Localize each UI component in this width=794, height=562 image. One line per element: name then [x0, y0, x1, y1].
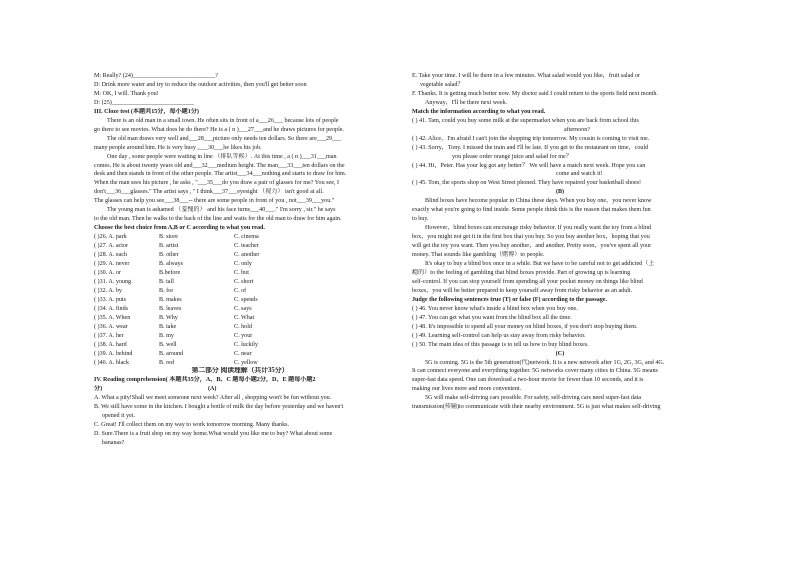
- cloze-line: to the old man. Then he walks to the back of the line and waits for the old man to draw for him again.: [94, 216, 342, 223]
- dialogue-line: M: OK, I will. Thank you!: [94, 90, 159, 97]
- right-column: [412, 72, 708, 412]
- option-a[interactable]: ( )30. A. or: [94, 269, 121, 276]
- cloze-line: many people around him. He is very busy ,___30___he likes his job.: [94, 144, 262, 151]
- option-row: [94, 242, 386, 251]
- match-question-cont: you please order orange juice and salad for me？: [452, 153, 572, 160]
- reply-line: vegetable salad？: [420, 81, 464, 88]
- option-b[interactable]: B. around: [159, 350, 184, 357]
- reply-line: A. What a pity!Shall we meet someone next week? After all , shopping won't be fun without you.: [94, 395, 332, 402]
- option-a[interactable]: ( )35. A. When: [94, 314, 131, 321]
- judge-question[interactable]: ( ) 49. Learning self-control can help us stay away from risky behavior.: [412, 332, 586, 339]
- option-c[interactable]: C. your: [234, 332, 253, 339]
- judge-instruction: Judge the following sentences true (T) or false (F) according to the passage.: [412, 296, 608, 303]
- reply-line: E. Take your time. I will be there in a few minutes. What salad would you like，fruit salad or: [412, 73, 640, 79]
- passage-b-label: (B): [555, 189, 565, 196]
- option-c[interactable]: C. teacher: [234, 243, 259, 250]
- match-instruction: Match the information according to what you read.: [412, 108, 546, 115]
- match-question[interactable]: ( ) 44. Hi，Peter. Has your leg got any better？ We will have a match next week. Hope you can: [412, 162, 646, 169]
- option-row: [94, 323, 386, 332]
- heading-continuation: 分): [94, 386, 103, 393]
- option-a[interactable]: ( )26. A. park: [94, 234, 127, 241]
- option-c[interactable]: C. What: [234, 314, 255, 321]
- cloze-line: The glasses can help you see___38___-- there are some people in front of you , not___39___you.": [94, 198, 335, 205]
- option-c[interactable]: C. short: [234, 278, 254, 285]
- option-b[interactable]: B.before: [159, 269, 181, 276]
- option-c[interactable]: C. of: [234, 287, 247, 294]
- passage-b-line: 瘾的）to the feeling of gambling that blind boxes provide. Part of growing up is learning: [412, 269, 631, 276]
- option-c[interactable]: C. cinema: [234, 234, 259, 241]
- option-a[interactable]: ( )29. A. never: [94, 261, 130, 268]
- passage-c-line: 5G will make self-driving cars possible. For safety, self-driving cars need super-fast data: [425, 395, 642, 402]
- passage-b-line: self-control. If you can stop yourself from spending all your pocket money on things like blind: [412, 278, 643, 285]
- passage-b-line: box，you might not get it in the first box that you buy. So you buy another box，hoping that you: [412, 234, 650, 241]
- cloze-line: There is an old man in a small town. He often sits in front of a___26___ because lots of people: [107, 117, 339, 124]
- option-row: [94, 233, 386, 242]
- cloze-line: One day , some people were waiting in line （排队等候）. At this time , a ( n )___31___man: [107, 153, 337, 160]
- reply-line: F. Thanks. It is getting much better now. My doctor said I could return to the sports field next month.: [412, 90, 658, 97]
- option-row: [94, 251, 386, 260]
- cloze-line: comes. He is about twenty years old and___32___medium height. The man___33___ten dollars on the: [94, 162, 345, 169]
- cloze-line: The old man draws very well and___28___picture only needs ten dollars. So there are___29___: [107, 135, 342, 142]
- reply-line: Anyway，I'll be there next week.: [425, 99, 508, 106]
- part-two-title: 第二部分 阅读理解（共计35分）: [191, 367, 289, 375]
- option-row: [94, 305, 386, 314]
- reading-section-heading-cont: [94, 385, 386, 394]
- passage-b-line: exactly what you're going to find inside. Some people think this is the reason that makes them fun: [412, 207, 651, 214]
- passage-b-line: to buy.: [412, 216, 429, 223]
- match-question[interactable]: ( ) 41. Tam, could you buy some milk at the supermarket when you are back from school this: [412, 117, 639, 124]
- option-row: [94, 314, 386, 323]
- choose-instruction: Choose the best choice from A,B or C according to what you read.: [94, 225, 265, 232]
- option-c[interactable]: C. says: [234, 305, 252, 312]
- option-c[interactable]: C. near: [234, 350, 252, 357]
- passage-a-label: (A): [208, 386, 217, 393]
- option-row: [94, 359, 386, 368]
- passage-b-line: However，blind boxes can encourage risky behavior. If you really want the toy from a blind: [425, 225, 651, 232]
- option-a[interactable]: ( )34. A. finds: [94, 305, 129, 312]
- option-a[interactable]: ( )28. A. each: [94, 252, 127, 259]
- passage-b-line: boxes，you will be better prepared to keep yourself away from risky behavior as an adult.: [412, 287, 633, 294]
- passage-b-line: money. That sounds like gambling（赌博）to people.: [412, 252, 545, 259]
- option-b[interactable]: B. well: [159, 341, 177, 348]
- option-b[interactable]: B. always: [159, 261, 184, 268]
- option-row: [94, 296, 386, 305]
- dialogue-line: M: Really? (24)___________________________?: [94, 73, 218, 79]
- cloze-line: go there to see movies. What does he do there? He is a ( n )___27___and he draws pictures for people.: [94, 126, 344, 133]
- option-row: [94, 260, 386, 269]
- dialogue-line: D: (25)___________________________: [94, 99, 195, 106]
- option-a[interactable]: ( )33. A. puts: [94, 296, 126, 303]
- option-row: [94, 332, 386, 341]
- reply-line: B. We still have some in the kitchen. I bought a bottle of milk the day before yesterday and we haven't: [94, 404, 344, 411]
- option-a[interactable]: ( )37. A. her: [94, 332, 124, 339]
- option-b[interactable]: B. my: [159, 332, 174, 339]
- match-question[interactable]: ( ) 45. Tom, the sports shop on West Street phoned. They have repaired your basketball shoes!: [412, 180, 642, 187]
- judge-question[interactable]: ( ) 50. The main idea of this passage is to tell us how to buy blind boxes.: [412, 341, 589, 348]
- cloze-line: When the man sees his picture , he asks , "___35___do you draw a pair of glasses for me? You see, I: [94, 180, 339, 187]
- cloze-line: don't___36___glasses." The artist says , " I think___37___eyesight （视力） isn't good at all.: [94, 189, 324, 196]
- option-a[interactable]: ( )36. A. wear: [94, 323, 128, 330]
- option-a[interactable]: ( )32. A. by: [94, 287, 122, 294]
- passage-b-line: will get the toy you want. Then you buy another，and another. Pretty soon，you've spent all your: [412, 243, 652, 250]
- option-c[interactable]: C. spends: [234, 296, 258, 303]
- passage-c-line: It can connect everyone and everything together. 5G networks cover many cities in China. 5G means: [412, 368, 658, 375]
- option-c[interactable]: C. hold: [234, 323, 252, 330]
- option-b[interactable]: B. Why: [159, 314, 178, 321]
- passage-b-line: Blind boxes have become popular in China these days. When you buy one，you never know: [425, 198, 652, 205]
- cloze-line: The young man is ashamed （羞愧的） and his face turns___40___." I'm sorry , sir." he says: [107, 207, 336, 214]
- option-c[interactable]: C. another: [234, 252, 260, 259]
- option-b[interactable]: B. tall: [159, 278, 174, 285]
- cloze-line: desk and then stands in front of the other people. The artist___34___nothing and starts to draw for him.: [94, 171, 347, 178]
- left-column: [94, 72, 386, 448]
- option-row: [94, 350, 386, 359]
- option-b[interactable]: B. makes: [159, 296, 182, 303]
- reading-section-heading: IV. Reading comprehension( 本题共35分，A、B、C 题每小题2分，D、E 题每小题2: [94, 377, 316, 384]
- option-a[interactable]: ( )38. A. hard: [94, 341, 127, 348]
- match-question[interactable]: ( ) 42. Alice，I'm afraid I can't join the shopping trip tomorrow. My cousin is coming to visit me.: [412, 135, 650, 142]
- option-b[interactable]: B. take: [159, 323, 177, 330]
- options-list: [94, 233, 386, 367]
- option-a[interactable]: ( )31. A. young: [94, 278, 132, 285]
- judge-question[interactable]: ( ) 47. You can get what you want from the blind box all the time.: [412, 314, 572, 321]
- passage-c-line: 5G is coming. 5G is the 5th generation(代)network. It is a new network after 1G, 2G, 3G, and 4G.: [425, 359, 665, 366]
- match-question-cont: afternoon?: [564, 126, 591, 133]
- match-question[interactable]: ( ) 43. Sorry，Tony. I missed the train and I'll be late. If you get to the restaurant on time，could: [412, 144, 649, 151]
- option-c[interactable]: C. yellow: [234, 359, 258, 366]
- option-b[interactable]: B. store: [159, 234, 178, 241]
- judge-question[interactable]: ( ) 46. You never know what's inside a blind box when you buy one.: [412, 305, 578, 312]
- option-b[interactable]: B. red: [159, 359, 174, 366]
- option-row: [94, 341, 386, 350]
- match-question-cont: come and watch it!: [556, 171, 603, 178]
- passage-c-line: making our lives more and more convenient.: [412, 386, 522, 393]
- option-b[interactable]: B. for: [159, 287, 174, 294]
- reply-line: D. Sure.There is a fruit shop on my way home.What would you like me to buy? What about some: [94, 431, 333, 438]
- option-a[interactable]: ( )27. A. actor: [94, 243, 129, 250]
- option-b[interactable]: B. other: [159, 252, 179, 259]
- option-b[interactable]: B. leaves: [159, 305, 182, 312]
- reply-line: C. Great! I'll collect them on my way to work tomorrow morning. Many thanks.: [94, 422, 290, 429]
- option-b[interactable]: B. artist: [159, 243, 179, 250]
- option-row: [94, 278, 386, 287]
- option-row: [94, 287, 386, 296]
- passage-c-line: transmission(传输)to communicate with their nearby environment. 5G is just what makes self-driving: [412, 404, 661, 411]
- passage-b-line: It's okay to buy a blind box once in a while. But we have to be careful not to get addicted（上: [425, 261, 655, 268]
- cloze-section-heading: III. Cloze test (本题共15分，每小题1分): [94, 108, 199, 115]
- option-c[interactable]: C. but: [234, 269, 249, 276]
- option-a[interactable]: ( )39. A. behind: [94, 350, 133, 357]
- reply-line: opened it yet.: [102, 413, 135, 420]
- option-c[interactable]: C. only: [234, 261, 252, 268]
- option-c[interactable]: C. luckily: [234, 341, 259, 348]
- reply-line: bananas?: [102, 440, 125, 447]
- option-row: [94, 269, 386, 278]
- judge-question[interactable]: ( ) 48. It's impossible to spend all your money on blind boxes, if you don't stop buying them.: [412, 323, 638, 330]
- passage-c-line: super-fast data speed. One can download a two-hour movie for fewer than 10 seconds, and it is: [412, 377, 644, 384]
- passage-c-label: (C): [555, 350, 565, 357]
- dialogue-line: D: Drink more water and try to reduce the outdoor activities, then you'll get better soon: [94, 81, 307, 88]
- option-a[interactable]: ( )40. A. black: [94, 359, 130, 366]
